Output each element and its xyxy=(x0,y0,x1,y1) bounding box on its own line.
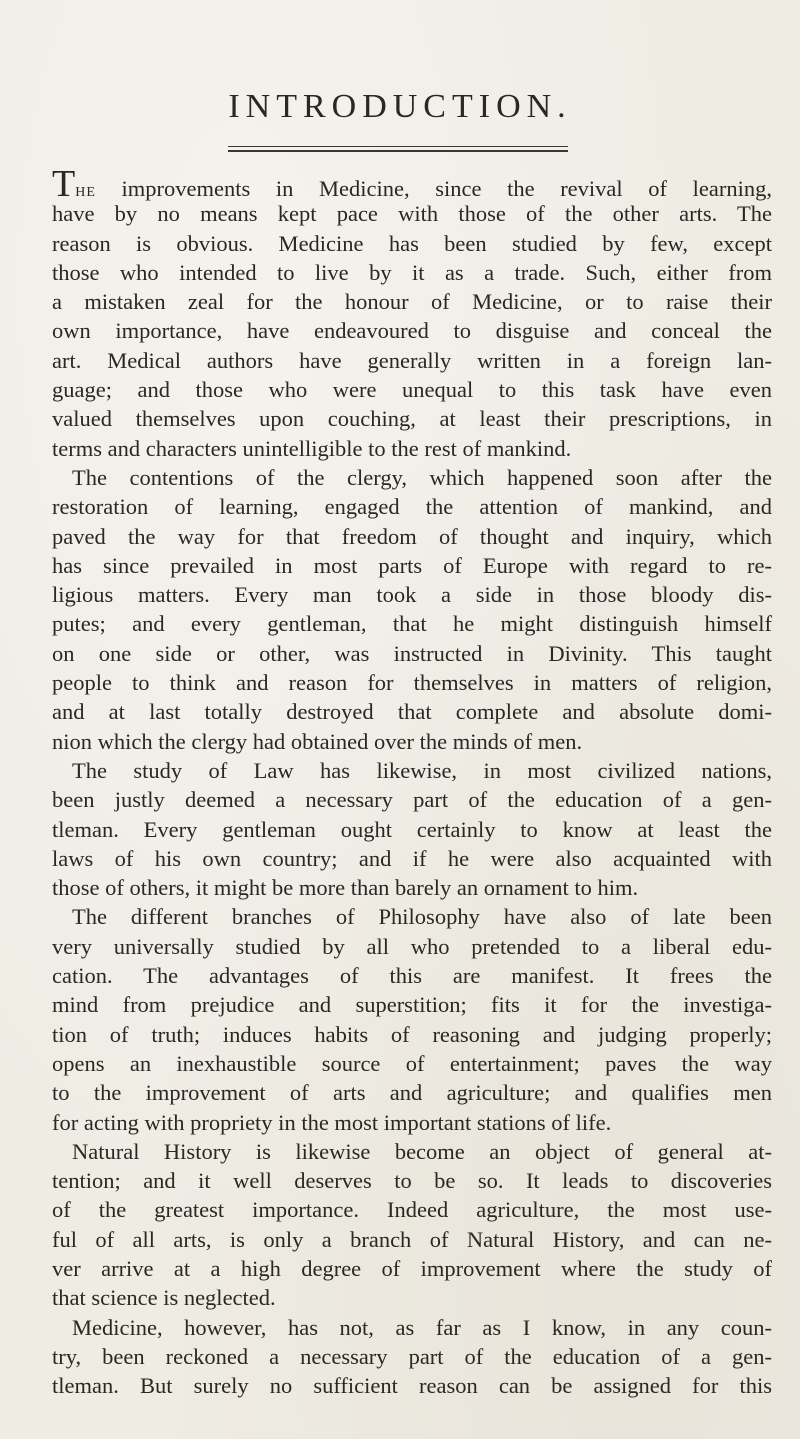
line-text: of the greatest importance. Indeed agriculture, the most use- xyxy=(52,1197,772,1223)
line-text: improvements in Medicine, since the revival of learning, xyxy=(95,176,772,201)
line-text: guage; and those who were unequal to this task have even xyxy=(52,377,772,403)
text-line xyxy=(52,580,772,609)
text-line xyxy=(52,727,772,756)
line-text: The different branches of Philosophy have also of late been xyxy=(72,904,772,930)
line-text: has since prevailed in most parts of Europe with regard to re- xyxy=(52,552,772,578)
body-text xyxy=(52,163,772,1400)
text-line xyxy=(52,1283,772,1312)
line-text: people to think and reason for themselves in matters of religion, xyxy=(52,670,772,696)
text-line xyxy=(52,434,772,463)
text-line xyxy=(52,1313,772,1342)
line-text: art. Medical authors have generally written in a foreign lan- xyxy=(52,347,772,373)
small-caps-word: he xyxy=(75,179,96,201)
line-text: a mistaken zeal for the honour of Medicine, or to raise their xyxy=(52,289,772,315)
line-text: those who intended to live by it as a trade. Such, either from xyxy=(52,259,772,285)
line-text: tleman. Every gentleman ought certainly to know at least the xyxy=(52,816,772,842)
line-text: very universally studied by all who pretended to a liberal edu- xyxy=(52,933,772,959)
heading-rule-thick xyxy=(228,150,568,152)
text-line xyxy=(52,639,772,668)
line-text: have by no means kept pace with those of the other arts. The xyxy=(52,201,772,227)
line-text: that science is neglected. xyxy=(52,1285,276,1311)
line-text: ligious matters. Every man took a side in those bloody dis- xyxy=(52,582,772,608)
line-text: nion which the clergy had obtained over the minds of men. xyxy=(52,728,583,754)
text-line xyxy=(52,697,772,726)
text-line xyxy=(52,1049,772,1078)
line-text: reason is obvious. Medicine has been studied by few, except xyxy=(52,230,772,256)
text-line xyxy=(52,1254,772,1283)
text-line xyxy=(52,873,772,902)
line-text: been justly deemed a necessary part of the education of a gen- xyxy=(52,787,772,813)
line-text: try, been reckoned a necessary part of the education of a gen- xyxy=(52,1343,772,1369)
text-line xyxy=(52,844,772,873)
text-line xyxy=(52,229,772,258)
line-text: on one side or other, was instructed in Divinity. This taught xyxy=(52,640,772,666)
text-line xyxy=(52,1225,772,1254)
line-text: valued themselves upon couching, at least their prescriptions, in xyxy=(52,406,772,432)
line-text: terms and characters unintelligible to the rest of mankind. xyxy=(52,435,572,461)
text-line xyxy=(52,522,772,551)
text-line xyxy=(52,1137,772,1166)
line-text: Medicine, however, has not, as far as I know, in any coun- xyxy=(72,1314,772,1340)
heading-rule-thin xyxy=(228,146,568,147)
initial-letter: T xyxy=(52,163,76,205)
text-line xyxy=(52,990,772,1019)
text-line xyxy=(52,756,772,785)
text-line xyxy=(52,815,772,844)
text-line xyxy=(52,785,772,814)
line-text: tention; and it well deserves to be so. It leads to discoveries xyxy=(52,1168,772,1194)
text-line xyxy=(52,902,772,931)
line-text: laws of his own country; and if he were also acquainted with xyxy=(52,845,772,871)
text-line xyxy=(52,287,772,316)
text-line xyxy=(52,375,772,404)
text-line xyxy=(52,463,772,492)
chapter-heading: INTRODUCTION. xyxy=(228,88,572,125)
line-text: putes; and every gentleman, that he might distinguish himself xyxy=(52,611,772,637)
line-text: ver arrive at a high degree of improvement where the study of xyxy=(52,1255,772,1281)
line-text: The study of Law has likewise, in most civilized nations, xyxy=(72,757,772,783)
text-line xyxy=(52,551,772,580)
line-text: for acting with propriety in the most important stations of life. xyxy=(52,1109,612,1135)
line-text: own importance, have endeavoured to disguise and conceal the xyxy=(52,318,772,344)
line-text: The contentions of the clergy, which happened soon after the xyxy=(72,464,772,490)
text-line xyxy=(52,1371,772,1400)
text-line xyxy=(52,1020,772,1049)
text-line xyxy=(52,1195,772,1224)
line-text: tion of truth; induces habits of reasoning and judging properly; xyxy=(52,1021,772,1047)
line-text: those of others, it might be more than barely an ornament to him. xyxy=(52,875,639,901)
text-line xyxy=(52,1108,772,1137)
line-text: opens an inexhaustible source of entertainment; paves the way xyxy=(52,1050,772,1076)
text-line xyxy=(52,1342,772,1371)
text-line xyxy=(52,199,772,228)
line-text: and at last totally destroyed that complete and absolute domi- xyxy=(52,699,772,725)
line-text: tleman. But surely no sufficient reason can be assigned for this xyxy=(52,1373,772,1399)
text-line xyxy=(52,609,772,638)
line-text: to the improvement of arts and agriculture; and qualifies men xyxy=(52,1080,772,1106)
text-line xyxy=(52,1166,772,1195)
text-line xyxy=(52,932,772,961)
line-text: cation. The advantages of this are manifest. It frees the xyxy=(52,963,772,989)
line-text: mind from prejudice and superstition; fits it for the investiga- xyxy=(52,992,772,1018)
text-line xyxy=(52,668,772,697)
line-text: restoration of learning, engaged the attention of mankind, and xyxy=(52,494,772,520)
text-line xyxy=(52,163,772,205)
text-line xyxy=(52,961,772,990)
text-line xyxy=(52,258,772,287)
text-line xyxy=(52,346,772,375)
line-text: paved the way for that freedom of thought and inquiry, which xyxy=(52,523,772,549)
text-line xyxy=(52,316,772,345)
text-line xyxy=(52,1078,772,1107)
text-line xyxy=(52,492,772,521)
line-text: ful of all arts, is only a branch of Natural History, and can ne- xyxy=(52,1226,772,1252)
line-text: Natural History is likewise become an object of general at- xyxy=(72,1138,772,1164)
text-line xyxy=(52,404,772,433)
